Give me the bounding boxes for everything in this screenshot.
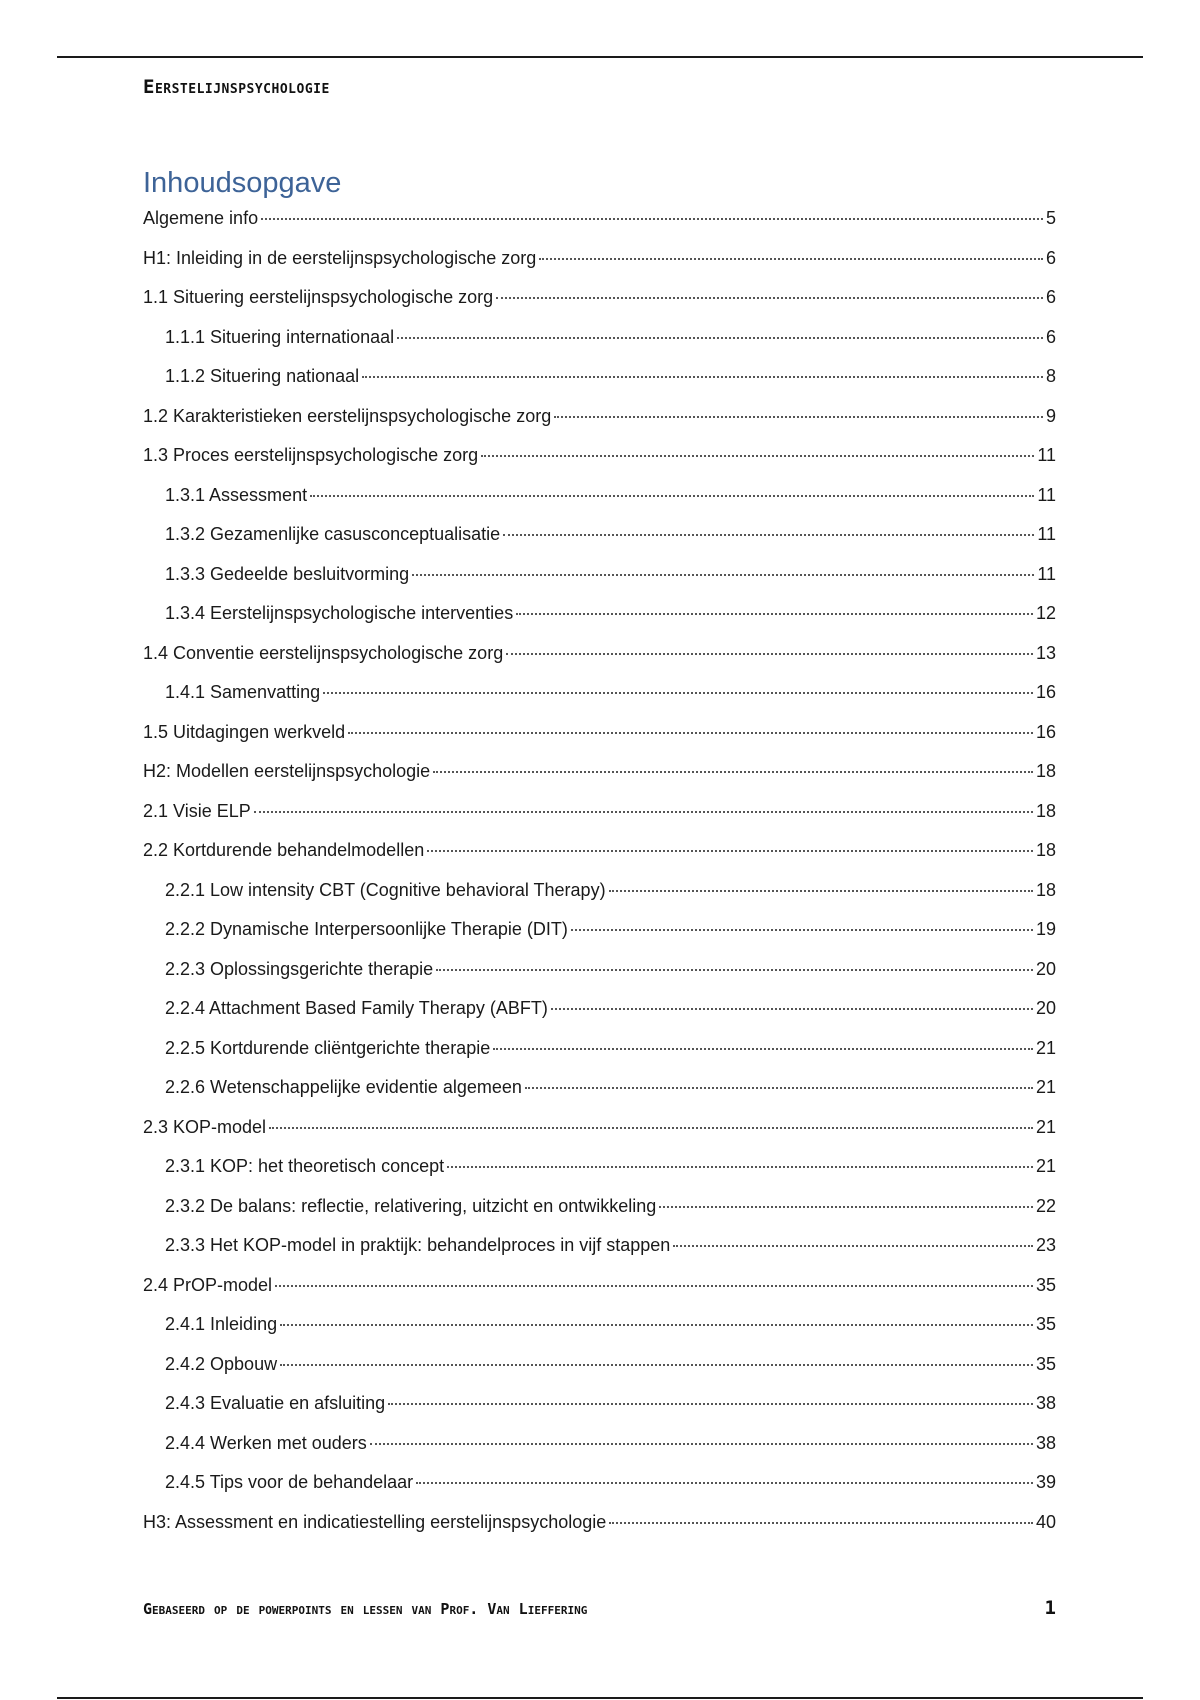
toc-dot-leader (261, 218, 1043, 220)
toc-entry[interactable] (165, 1155, 1056, 1177)
toc-dot-leader (362, 376, 1043, 378)
toc-dot-leader (323, 692, 1033, 694)
toc-entry-label: 2.4.4 Werken met ouders (165, 1432, 367, 1453)
toc-entry-page: 20 (1035, 958, 1056, 979)
toc-entry[interactable] (165, 484, 1056, 506)
toc-entry-label: 1.1.1 Situering internationaal (165, 326, 395, 347)
toc-entry-label: 2.2.5 Kortdurende cliëntgerichte therapie (165, 1037, 491, 1058)
toc-entry-label: 1.3.2 Gezamenlijke casusconceptualisatie (165, 524, 501, 544)
toc-dot-leader (388, 1403, 1033, 1405)
toc-entry-label: 1.3.3 Gedeelde besluitvorming (165, 563, 410, 584)
toc-dot-leader (433, 771, 1033, 773)
toc-entry-label: 2.2.1 Low intensity CBT (Cognitive behavioral Therapy) (165, 879, 606, 900)
toc-entry[interactable] (165, 523, 1056, 545)
toc-entry-label: 1.3.4 Eerstelijnspsychologische interventies (165, 603, 514, 623)
toc-entry-label: 2.4.2 Opbouw (165, 1353, 278, 1374)
toc-dot-leader (280, 1324, 1033, 1326)
toc-entry[interactable] (165, 1392, 1056, 1414)
toc-dot-leader (370, 1443, 1033, 1445)
header-rule (57, 56, 1143, 58)
toc-entry-label: H3: Assessment en indicatiestelling eerstelijnspsychologie (143, 1511, 607, 1532)
toc-entry-label: 2.1 Visie ELP (143, 800, 251, 821)
toc-entry-page: 35 (1035, 1274, 1056, 1295)
toc-entry-label: 1.5 Uitdagingen werkveld (143, 721, 346, 742)
toc-entry[interactable] (165, 918, 1056, 940)
toc-entry[interactable] (165, 997, 1056, 1019)
toc-entry-page: 18 (1035, 840, 1056, 860)
toc-dot-leader (397, 337, 1043, 339)
toc-entry[interactable] (143, 760, 1056, 782)
toc-entry-page: 6 (1045, 326, 1056, 347)
toc-entry-label: 1.3 Proces eerstelijnspsychologische zorg (143, 445, 479, 465)
toc-dot-leader (254, 811, 1033, 813)
toc-dot-leader (348, 732, 1033, 734)
toc-entry-page: 20 (1035, 998, 1056, 1018)
toc-dot-leader (516, 613, 1033, 615)
toc-entry[interactable] (143, 721, 1056, 743)
toc-entry[interactable] (165, 1195, 1056, 1217)
toc-entry-page: 11 (1037, 563, 1056, 584)
toc-title: Inhoudsopgave (143, 167, 342, 199)
toc-entry-page: 5 (1045, 208, 1056, 228)
toc-entry-page: 13 (1035, 642, 1056, 663)
toc-entry-label: H2: Modellen eerstelijnspsychologie (143, 761, 431, 781)
toc-entry-label: 2.2 Kortdurende behandelmodellen (143, 840, 425, 860)
toc-entry-label: 2.4.1 Inleiding (165, 1314, 278, 1334)
toc-dot-leader (554, 416, 1043, 418)
toc-dot-leader (447, 1166, 1033, 1168)
toc-dot-leader (539, 258, 1043, 260)
toc-entry[interactable] (143, 444, 1056, 466)
toc-entry-label: 2.3.2 De balans: reflectie, relativering, uitzicht en ontwikkeling (165, 1195, 657, 1216)
toc-dot-leader (310, 495, 1034, 497)
toc-entry-label: 2.2.2 Dynamische Interpersoonlijke Therapie (DIT) (165, 919, 568, 939)
toc-entry[interactable] (165, 681, 1056, 703)
toc-entry[interactable] (165, 879, 1056, 901)
toc-entry[interactable] (143, 1274, 1056, 1296)
toc-entry-label: 1.3.1 Assessment (165, 484, 308, 505)
toc-entry[interactable] (165, 365, 1056, 387)
toc-entry[interactable] (143, 642, 1056, 664)
toc-entry[interactable] (165, 563, 1056, 585)
footer-rule (57, 1697, 1143, 1699)
toc-entry[interactable] (165, 602, 1056, 624)
toc-entry-page: 11 (1037, 524, 1056, 544)
toc-entry-label: 2.2.6 Wetenschappelijke evidentie algemeen (165, 1077, 522, 1097)
toc-entry-label: H1: Inleiding in de eerstelijnspsychologische zorg (143, 247, 537, 268)
toc-entry-page: 39 (1035, 1472, 1056, 1492)
toc-entry-label: 2.4 PrOP-model (143, 1274, 273, 1295)
toc-entry[interactable] (165, 958, 1056, 980)
page-number: 1 (1044, 1597, 1056, 1619)
toc-dot-leader (269, 1127, 1033, 1129)
toc-entry-page: 23 (1035, 1235, 1056, 1255)
toc-entry-page: 18 (1035, 800, 1056, 821)
toc-entry-page: 18 (1035, 879, 1056, 900)
toc-dot-leader (436, 969, 1033, 971)
toc-entry-page: 6 (1045, 287, 1056, 307)
toc-dot-leader (609, 890, 1033, 892)
toc-entry[interactable] (165, 1432, 1056, 1454)
toc-entry-page: 21 (1035, 1037, 1056, 1058)
toc-entry-label: 2.2.3 Oplossingsgerichte therapie (165, 958, 434, 979)
toc-dot-leader (551, 1008, 1033, 1010)
toc-entry-page: 35 (1035, 1353, 1056, 1374)
toc-entry[interactable] (165, 1353, 1056, 1375)
toc-entry-page: 22 (1035, 1195, 1056, 1216)
toc-dot-leader (673, 1245, 1033, 1247)
toc-dot-leader (496, 297, 1043, 299)
toc-entry-page: 11 (1037, 484, 1056, 505)
toc-entry-page: 38 (1035, 1393, 1056, 1413)
running-footer: Gebaseerd op de powerpoints en lessen van Prof. Van Lieffering (143, 1600, 588, 1618)
toc-dot-leader (525, 1087, 1033, 1089)
toc-entry[interactable] (165, 326, 1056, 348)
toc-dot-leader (481, 455, 1034, 457)
toc-entry[interactable] (165, 1471, 1056, 1493)
toc-entry-label: Algemene info (143, 208, 259, 228)
toc-dot-leader (503, 534, 1034, 536)
toc-entry-page: 16 (1035, 721, 1056, 742)
toc-entry[interactable] (165, 1037, 1056, 1059)
toc-entry[interactable] (165, 1234, 1056, 1256)
toc-entry-page: 21 (1035, 1156, 1056, 1176)
toc-entry-page: 11 (1037, 445, 1056, 465)
toc-entry-page: 21 (1035, 1116, 1056, 1137)
toc-entry-label: 2.3.3 Het KOP-model in praktijk: behandelproces in vijf stappen (165, 1235, 671, 1255)
toc-entry-label: 2.3 KOP-model (143, 1116, 267, 1137)
toc-entry-page: 8 (1045, 366, 1056, 386)
toc-entry[interactable] (165, 1076, 1056, 1098)
toc-dot-leader (275, 1285, 1033, 1287)
toc-entry-page: 16 (1035, 682, 1056, 702)
toc-entry[interactable] (165, 1313, 1056, 1335)
toc-dot-leader (659, 1206, 1033, 1208)
toc-entry-page: 9 (1045, 405, 1056, 426)
toc-dot-leader (506, 653, 1033, 655)
toc-entry[interactable] (143, 839, 1056, 861)
running-header: Eerstelijnspsychologie (143, 76, 330, 98)
toc-dot-leader (571, 929, 1033, 931)
toc-entry-label: 2.2.4 Attachment Based Family Therapy (ABFT) (165, 998, 548, 1018)
toc-dot-leader (609, 1522, 1033, 1524)
toc-entry-label: 2.4.3 Evaluatie en afsluiting (165, 1393, 386, 1413)
toc-entry[interactable] (143, 286, 1056, 308)
toc-entry-label: 1.2 Karakteristieken eerstelijnspsychologische zorg (143, 405, 552, 426)
toc-entry-label: 1.1.2 Situering nationaal (165, 366, 360, 386)
toc-entry-label: 1.1 Situering eerstelijnspsychologische zorg (143, 287, 494, 307)
toc-entry-page: 6 (1045, 247, 1056, 268)
toc-entry-page: 12 (1035, 603, 1056, 623)
toc-entry-page: 19 (1035, 919, 1056, 939)
toc-entry[interactable] (143, 1511, 1056, 1533)
toc-entry[interactable] (143, 405, 1056, 427)
toc-dot-leader (493, 1048, 1033, 1050)
toc-entry-page: 18 (1035, 761, 1056, 781)
toc-entry-label: 2.3.1 KOP: het theoretisch concept (165, 1156, 445, 1176)
toc-entry[interactable] (143, 207, 1056, 229)
toc-entry[interactable] (143, 800, 1056, 822)
toc-entry-page: 38 (1035, 1432, 1056, 1453)
toc-entry-label: 1.4 Conventie eerstelijnspsychologische zorg (143, 642, 504, 663)
toc-entry-page: 21 (1035, 1077, 1056, 1097)
toc-entry-label: 2.4.5 Tips voor de behandelaar (165, 1472, 414, 1492)
toc-entry-label: 1.4.1 Samenvatting (165, 682, 321, 702)
toc-entry-page: 40 (1035, 1511, 1056, 1532)
toc-entry[interactable] (143, 247, 1056, 269)
toc-dot-leader (280, 1364, 1033, 1366)
toc-entry[interactable] (143, 1116, 1056, 1138)
toc-dot-leader (412, 574, 1034, 576)
toc-entry-page: 35 (1035, 1314, 1056, 1334)
toc-dot-leader (427, 850, 1033, 852)
toc-dot-leader (416, 1482, 1033, 1484)
